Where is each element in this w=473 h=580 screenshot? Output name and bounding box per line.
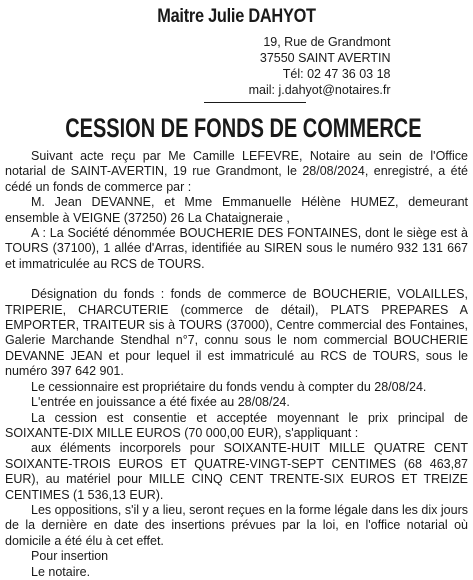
paragraph-price: La cession est consentie et acceptée moyennant le prix principal de SOIXANTE-DIX MILLE EUROS (70 000,00 EUR), s'appliquant :: [5, 410, 468, 440]
notice-title: CESSION DE FONDS DE COMMERCE: [65, 113, 422, 143]
paragraph-oppositions: Les oppositions, s'il y a lieu, seront reçues en la forme légale dans les dix jours de la dernière en date des insertions prévues par la loi, en l'office notarial où domicile a été élu à cet effet.: [5, 502, 468, 548]
address-line-1: 19, Rue de Grandmont: [263, 35, 391, 49]
address-line-2: 37550 SAINT AVERTIN: [259, 51, 391, 65]
notice-body: [5, 149, 468, 549]
paragraph-deed: Suivant acte reçu par Me Camille LEFEVRE, Notaire au sein de l'Office notarial de SAINT-AVERTIN, 19 rue Grandmont, le 28/08/2024, enregistré, a été cédé un fonds de commerce par :: [5, 149, 468, 194]
office-contact-block: [91, 34, 391, 98]
paragraph-buyer: A : La Société dénommée BOUCHERIE DES FONTAINES, dont le siège est à TOURS (37100), 1 allée d'Arras, identifiée au SIREN sous le numéro 932 131 667 et immatriculée au RCS de TOURS.: [5, 226, 468, 271]
paragraph-business-designation: Désignation du fonds : fonds de commerce de BOUCHERIE, VOLAILLES, TRIPERIE, CHARCUTERIE (commerce de détail), PLATS PREPARES A EMPORTER, TRAITEUR sis à TOURS (37000), Centre commercial des Fontaines, Galerie Marchande Stendhal n°7, connu sous le nom commercial BOUCHERIE DEVANNE JEAN et pour lequel il est immatriculé au RCS de TOURS, sous le numéro 397 642 901.: [5, 287, 468, 379]
paragraph-possession-date: L'entrée en jouissance a été fixée au 28/08/24.: [31, 395, 290, 410]
paragraph-price-breakdown: aux éléments incorporels pour SOIXANTE-HUIT MILLE QUATRE CENT SOIXANTE-TROIS EUROS ET QUATRE-VINGT-SEPT CENTIMES (68 463,87 EUR), au matériel pour MILLE CINQ CENT TRENTE-SIX EUROS ET TREIZE CENTIMES (1 536,13 EUR).: [5, 441, 468, 502]
email-address: mail: j.dahyot@notaires.fr: [248, 83, 391, 97]
paragraph-sellers: M. Jean DEVANNE, et Mme Emmanuelle Hélène HUMEZ, demeurant ensemble à VEIGNE (37250) 26 La Chataigneraie ,: [5, 195, 468, 225]
paragraph-ownership-date: Le cessionnaire est propriétaire du fonds vendu à compter du 28/08/24.: [31, 379, 427, 394]
office-name: Maitre Julie DAHYOT: [157, 6, 316, 27]
header-divider: [204, 102, 306, 103]
closing-block: [5, 549, 468, 580]
phone-number: Tél: 02 47 36 03 18: [282, 67, 391, 81]
legal-notice-page: [0, 6, 473, 579]
closing-insertion: Pour insertion: [31, 549, 109, 564]
closing-notary: Le notaire.: [31, 564, 91, 579]
